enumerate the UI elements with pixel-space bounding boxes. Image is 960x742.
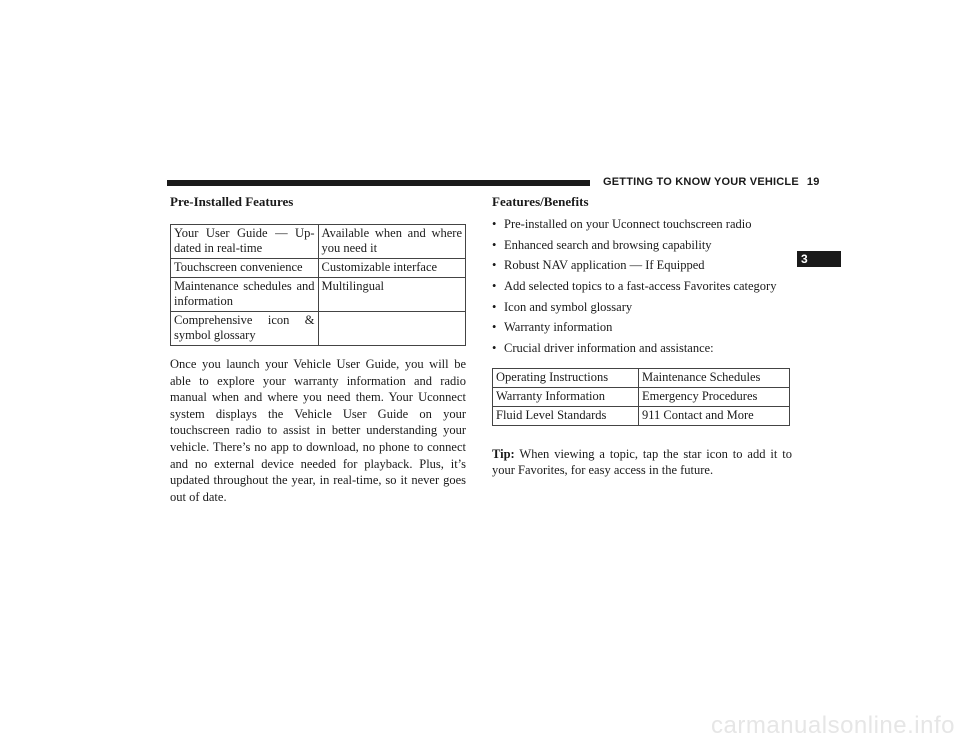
benefits-list: [492, 214, 792, 359]
right-column: [492, 194, 792, 479]
table-cell: Your User Guide — Up-dated in real-time: [171, 225, 319, 259]
table-cell: Touchscreen convenience: [171, 259, 319, 278]
list-item: [492, 276, 792, 297]
table-row: [171, 312, 466, 346]
bullet-icon: •: [492, 341, 497, 356]
section-title: GETTING TO KNOW YOUR VEHICLE: [603, 176, 799, 188]
tip-paragraph: [492, 446, 792, 479]
table-cell: Emergency Procedures: [639, 387, 790, 406]
list-item-text: Icon and symbol glossary: [504, 299, 633, 314]
bullet-icon: •: [492, 299, 497, 314]
features-benefits-heading: Features/Benefits: [492, 194, 589, 209]
watermark: carmanualsonline.info: [711, 712, 955, 739]
table-row: [493, 368, 790, 387]
page-number: 19: [806, 176, 820, 188]
list-item: [492, 317, 792, 338]
table-row: [493, 406, 790, 425]
bullet-icon: •: [492, 279, 497, 294]
intro-paragraph: Once you launch your Vehicle User Guide, you will be able to explore your warranty information and radio manual when and where you need them. Your Uconnect system displays the Vehicle User Guide on your touchscreen radio to assist in better understanding your vehicle. There’s no app to download, no phone to connect and no external device needed for playback. Plus, it’s updated throughout the year, in real-time, so it never goes out of date.: [170, 357, 466, 504]
list-item-text: Warranty information: [504, 320, 613, 335]
table-cell: Customizable interface: [318, 259, 466, 278]
table-cell: Maintenance Schedules: [639, 368, 790, 387]
table-cell: Available when and where you need it: [318, 225, 466, 259]
topics-table: [492, 368, 790, 426]
list-item: [492, 255, 792, 276]
list-item: [492, 214, 792, 235]
list-item-text: Crucial driver information and assistance:: [504, 341, 714, 356]
bullet-icon: •: [492, 237, 497, 252]
table-cell: [318, 312, 466, 346]
table-row: [171, 225, 466, 259]
list-item: [492, 338, 792, 359]
table-row: [493, 387, 790, 406]
pre-installed-heading: Pre-Installed Features: [170, 194, 294, 209]
table-cell: Multilingual: [318, 278, 466, 312]
header-rule: [167, 180, 590, 186]
tip-label: Tip:: [492, 446, 515, 461]
table-row: [171, 259, 466, 278]
table-row: [171, 278, 466, 312]
tip-text: When viewing a topic, tap the star icon to add it to your Favorites, for easy access in the future.: [492, 446, 792, 478]
list-item-text: Enhanced search and browsing capability: [504, 237, 712, 252]
table-cell: Maintenance schedules and information: [171, 278, 319, 312]
list-item-text: Add selected topics to a fast-access Favorites category: [504, 279, 777, 294]
list-item-text: Pre-installed on your Uconnect touchscreen radio: [504, 217, 752, 231]
table-cell: Warranty Information: [493, 387, 639, 406]
list-item: [492, 235, 792, 256]
table-cell: Fluid Level Standards: [493, 406, 639, 425]
table-cell: Operating Instructions: [493, 368, 639, 387]
list-item-text: Robust NAV application — If Equipped: [504, 258, 705, 273]
running-head: [603, 176, 820, 188]
table-cell: Comprehensive icon & symbol glossary: [171, 312, 319, 346]
features-table: [170, 224, 466, 346]
bullet-icon: •: [492, 258, 497, 273]
bullet-icon: •: [492, 217, 497, 231]
table-cell: 911 Contact and More: [639, 406, 790, 425]
left-column: [170, 194, 466, 505]
list-item: [492, 297, 792, 318]
chapter-tab: 3: [797, 251, 841, 267]
bullet-icon: •: [492, 320, 497, 335]
